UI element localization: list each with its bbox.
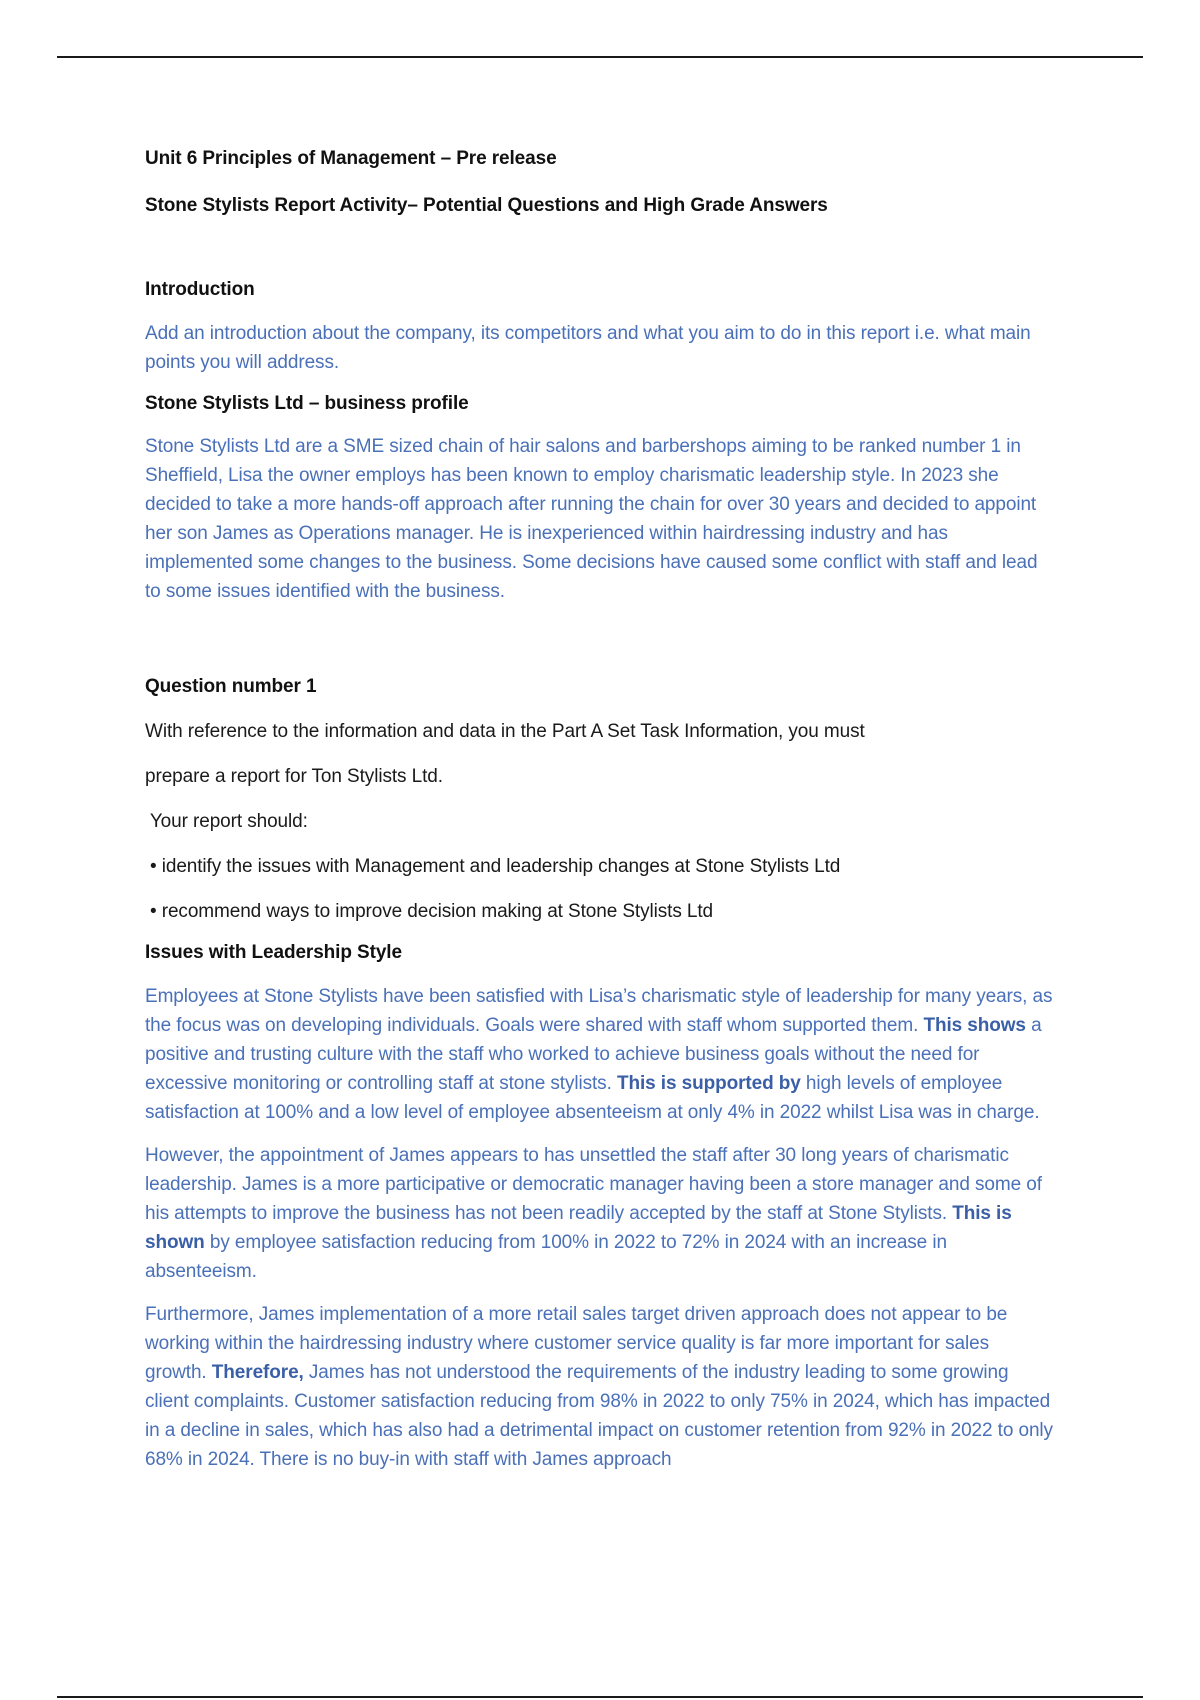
document-body (145, 144, 1055, 1474)
issues-paragraph-3 (145, 1300, 1055, 1474)
issues-paragraph-1 (145, 982, 1055, 1127)
introduction-text: Add an introduction about the company, its competitors and what you aim to do in this report i.e. what main points you will address. (145, 323, 1031, 373)
question-line-1: With reference to the information and data in the Part A Set Task Information, you must (145, 721, 865, 742)
issues-p2-emphasis-1: This is shown (145, 1203, 1012, 1253)
profile-text: Stone Stylists Ltd are a SME sized chain of hair salons and barbershops aiming to be ranked number 1 in Sheffield, Lisa the owner employs has been known to employ charismatic leadership style. In 2023 she decided to take a more hands-off approach after running the chain for over 30 years and decided to appoint her son James as Operations manager. He is inexperienced within hairdressing industry and has implemented some changes to the business. Some decisions have caused some conflict with staff and lead to some issues identified with the business. (145, 436, 1038, 602)
issues-p3-text-a: Furthermore, James implementation of a more retail sales target driven approach does not appear to be working within the hairdressing industry where customer service quality is far more important for sales growth. (145, 1304, 1008, 1383)
bottom-rule (57, 1696, 1143, 1698)
question-bullet-1: • identify the issues with Management and leadership changes at Stone Stylists Ltd (150, 856, 841, 877)
issues-p1-text-a: Employees at Stone Stylists have been satisfied with Lisa’s charismatic style of leadership for many years, as the focus was on developing individuals. Goals were shared with staff whom supported them. (145, 986, 1053, 1036)
question-bullet-2: • recommend ways to improve decision making at Stone Stylists Ltd (150, 901, 714, 922)
issues-p3-text-c: James has not understood the requirements of the industry leading to some growing client complaints. Customer satisfaction reducing from 98% in 2022 to only 75% in 2024, which has impacted in a decline in sales, which has also had a detrimental impact on customer retention from 92% in 2022 to only 68% in 2024. There is no buy-in with staff with James approach (145, 1362, 1053, 1470)
issues-p3-emphasis-1: Therefore, (211, 1362, 304, 1383)
issues-p1-emphasis-1: This shows (923, 1015, 1026, 1036)
question-heading: Question number 1 (145, 676, 317, 697)
issues-p2-text-c: by employee satisfaction reducing from 100% in 2022 to 72% in 2024 with an increase in absenteeism. (145, 1232, 947, 1282)
issues-heading: Issues with Leadership Style (145, 942, 402, 963)
issues-p1-text-c: a positive and trusting culture with the staff who worked to achieve business goals without the need for excessive monitoring or controlling staff at stone stylists. (145, 1015, 1042, 1094)
issues-p1-text-e: high levels of employee satisfaction at 100% and a low level of employee absenteeism at only 4% in 2022 whilst Lisa was in charge. (145, 1073, 1040, 1123)
question-line-3: Your report should: (145, 811, 308, 832)
introduction-heading: Introduction (145, 279, 255, 300)
issues-p1-emphasis-2: This is supported by (616, 1073, 801, 1094)
document-title: Unit 6 Principles of Management – Pre release (145, 148, 557, 169)
issues-paragraph-2 (145, 1141, 1055, 1286)
document-subtitle: Stone Stylists Report Activity– Potential Questions and High Grade Answers (145, 195, 828, 216)
issues-p2-text-a: However, the appointment of James appears to has unsettled the staff after 30 long years of charismatic leadership. James is a more participative or democratic manager having been a store manager and some of his attempts to improve the business has not been readily accepted by the staff at Stone Stylists. (145, 1145, 1042, 1224)
profile-heading: Stone Stylists Ltd – business profile (145, 393, 469, 414)
top-rule (57, 56, 1143, 58)
question-line-2: prepare a report for Ton Stylists Ltd. (145, 766, 443, 787)
